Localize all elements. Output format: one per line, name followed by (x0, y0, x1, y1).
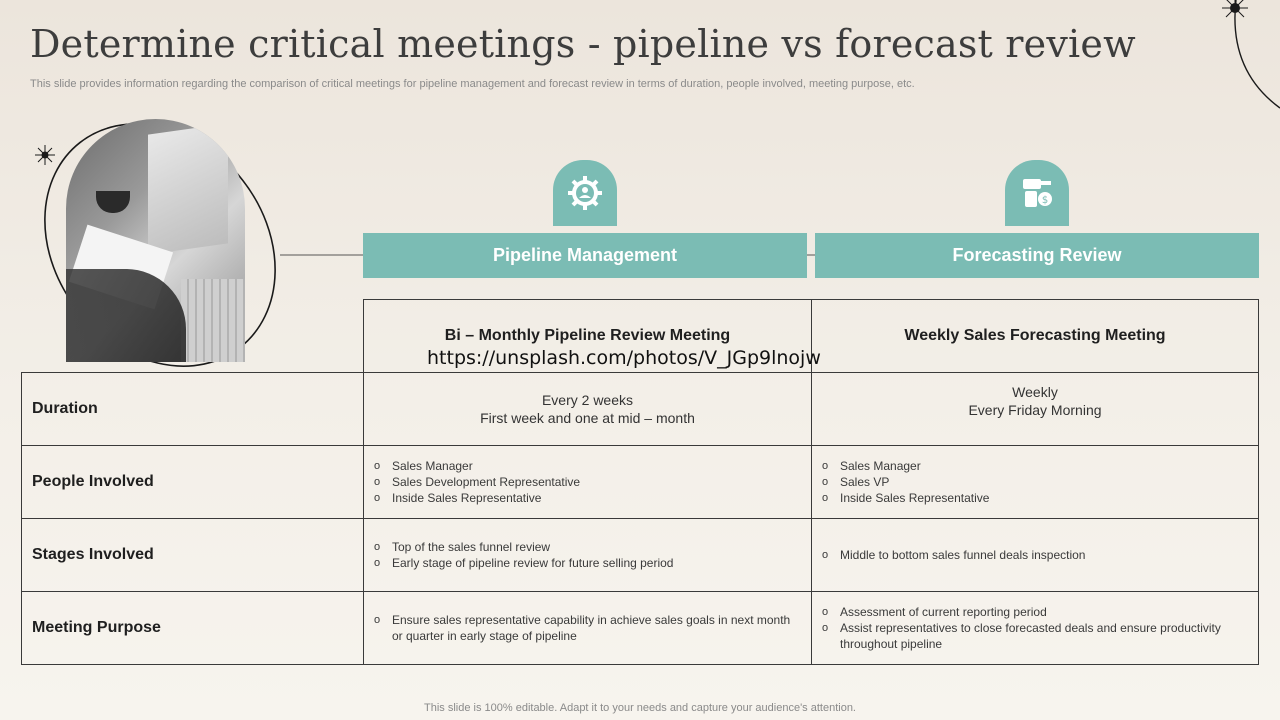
stages-forecast (811, 518, 1259, 592)
list-item: o Middle to bottom sales funnel deals inspection (822, 547, 1244, 563)
row-label-meeting-purpose: Meeting Purpose (21, 591, 364, 665)
list-item: o Sales Development Representative (374, 474, 797, 490)
duration-forecast-line-1: Weekly (1012, 384, 1058, 400)
header-pipeline-management: Pipeline Management (363, 233, 807, 278)
forecast-meeting-name: Weekly Sales Forecasting Meeting (811, 299, 1259, 373)
header-forecasting-review: Forecasting Review (815, 233, 1259, 278)
list-item: o Inside Sales Representative (374, 490, 797, 506)
starburst-left (35, 145, 55, 165)
row-label-stages-involved: Stages Involved (21, 518, 364, 592)
footer-note: This slide is 100% editable. Adapt it to your needs and capture your audience's attention. (424, 702, 856, 714)
duration-pipeline (363, 372, 812, 446)
photo-credit-url[interactable]: https://unsplash.com/photos/V_JGp9lnojw (427, 347, 821, 369)
list-item: o Assist representatives to close forecasted deals and ensure productivity throughout pipeline (822, 620, 1244, 652)
people-forecast (811, 445, 1259, 519)
duration-forecast (811, 372, 1259, 446)
hand-dollar-icon (1017, 173, 1057, 213)
duration-pipeline-line-1: Every 2 weeks (541, 392, 634, 408)
pipeline-icon-tab (553, 160, 617, 226)
list-item: o Early stage of pipeline review for future selling period (374, 555, 797, 571)
list-item: o Ensure sales representative capability in achieve sales goals in next month or quarter in early stage of pipeline (374, 612, 797, 644)
forecast-icon-tab (1005, 160, 1069, 226)
list-item: o Sales VP (822, 474, 1244, 490)
gear-person-icon (565, 173, 605, 213)
stages-pipeline (363, 518, 812, 592)
office-photo (66, 119, 245, 362)
list-item: o Sales Manager (822, 458, 1244, 474)
slide-title: Determine critical meetings - pipeline vs forecast review (30, 22, 1136, 66)
list-item: o Assessment of current reporting period (822, 604, 1244, 620)
row-label-people-involved: People Involved (21, 445, 364, 519)
list-item: o Sales Manager (374, 458, 797, 474)
slide-subtitle: This slide provides information regarding the comparison of critical meetings for pipeline management and forecast review in terms of duration, people involved, meeting purpose, etc. (30, 78, 915, 90)
people-pipeline (363, 445, 812, 519)
purpose-pipeline (363, 591, 812, 665)
duration-pipeline-line-2: First week and one at mid – month (480, 410, 695, 426)
list-item: o Top of the sales funnel review (374, 539, 797, 555)
duration-forecast-line-2: Every Friday Morning (968, 402, 1102, 418)
list-item: o Inside Sales Representative (822, 490, 1244, 506)
svg-text:$: $ (1041, 195, 1049, 206)
purpose-forecast (811, 591, 1259, 665)
pipeline-meeting-name: Bi – Monthly Pipeline Review Meeting (363, 299, 812, 373)
row-label-duration: Duration (21, 372, 364, 446)
